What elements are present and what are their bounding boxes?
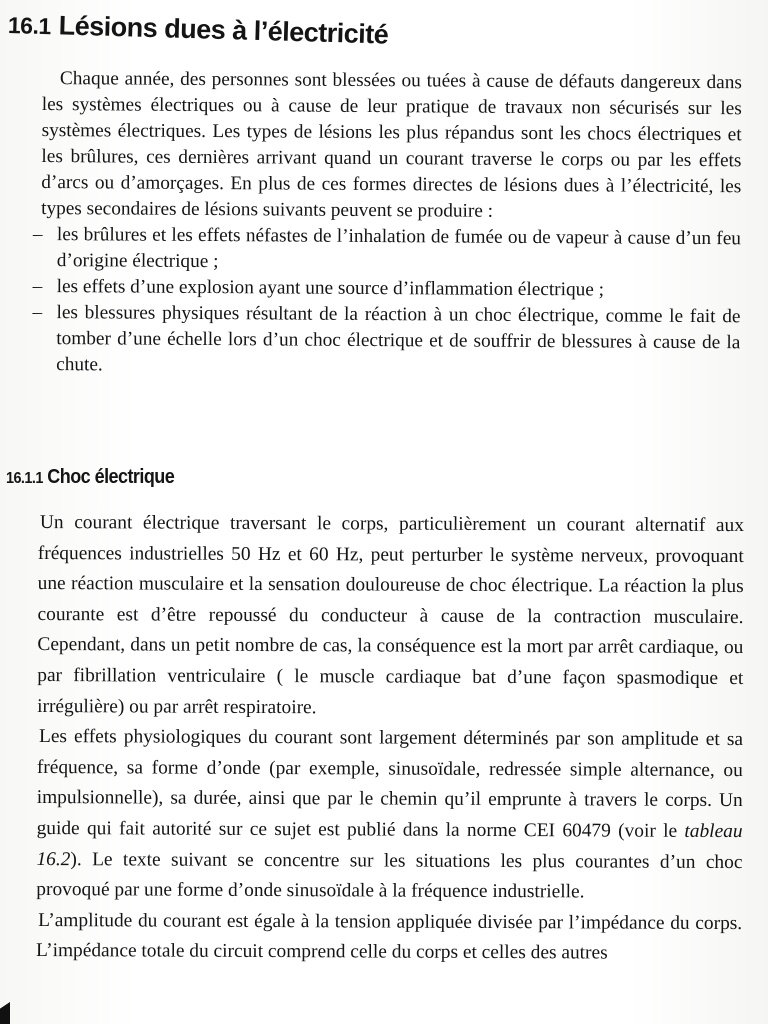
lesion-list bbox=[32, 222, 742, 382]
section-number: 16.1 bbox=[7, 12, 52, 40]
list-item-text: les brûlures et les effets néfastes de l’inhalation de fumée ou de vapeur à cause d’un feu d’origine électrique ; bbox=[56, 224, 742, 273]
table-reference: tableau 16.2 bbox=[36, 820, 743, 870]
list-item-text: les effets d’une explosion ayant une source d’inflammation électrique ; bbox=[56, 276, 605, 301]
list-item-text: les blessures physiques résultant de la réaction à un choc électrique, comme le fait de tomber d’une échelle lors d’un choc électrique et de souffrir de blessures à cause de la chute. bbox=[56, 302, 741, 376]
subsection-title: Choc électrique bbox=[47, 466, 175, 488]
section-title: Lésions dues à l’électricité bbox=[58, 10, 389, 50]
paragraph-current-amplitude: L’amplitude du courant est égale à la tension appliquée divisée par l’impédance du corps. L’impédance totale du circuit comprend celle du corps et celles des autres bbox=[36, 909, 743, 964]
paragraph-text: ). Le texte suivant se concentre sur les situations les plus courantes d’un choc provoqué par une forme d’onde sinusoïdale à la fréquence industrielle. bbox=[36, 848, 743, 903]
subsection-body bbox=[36, 508, 744, 970]
section-body bbox=[32, 66, 742, 382]
section-heading bbox=[7, 4, 428, 57]
intro-paragraph: Chaque année, des personnes sont blessées ou tuées à cause de défauts dangereux dans les systèmes électriques ou à cause de leur pratique de travaux non sécurisés sur les systèmes électriques. Les types de lésions les plus répandus sont les chocs électriques et les brûlures, ces dernières arrivant quand un courant traverse le corps ou par les effets d’arcs ou d’amorçages. En plus de ces formes directes de lésions dues à l’électricité, les types secondaires de lésions suivants peuvent se produire : bbox=[41, 68, 742, 222]
list-item bbox=[32, 300, 741, 382]
list-marker: – bbox=[32, 223, 43, 246]
paragraph-physiological-effects bbox=[36, 722, 743, 909]
paragraph-text: Les effets physiologiques du courant sont largement déterminés par son amplitude et sa fréquence, sa forme d’onde (par exemple, sinusoïdale, redressée simple alternance, ou impulsionnelle), sa durée, ainsi que par le chemin qu’il emprunte à travers le corps. Un guide qui fait autorité sur ce sujet est publié dans la norme CEI 60479 (voir le bbox=[36, 726, 744, 842]
subsection-number: 16.1.1 bbox=[6, 470, 43, 487]
page-corner-shadow bbox=[0, 1002, 10, 1024]
list-item bbox=[32, 222, 742, 278]
list-marker: – bbox=[32, 301, 43, 324]
subsection-heading bbox=[6, 462, 174, 494]
list-marker: – bbox=[32, 275, 43, 298]
paragraph-current-effects: Un courant électrique traversant le corps, particulièrement un courant alternatif aux fréquences industrielles 50 Hz et 60 Hz, peut perturber le système nerveux, provoquant une réaction musculaire et la sensation douloureuse de choc électrique. La réaction la plus courante est d’être repoussé du conducteur à cause de la contraction musculaire. Cependant, dans un petit nombre de cas, la conséquence est la mort par arrêt cardiaque, ou par fibrillation ventriculaire ( le muscle cardiaque bat d’une façon spasmodique et irrégulière) ou par arrêt respiratoire. bbox=[37, 512, 744, 718]
